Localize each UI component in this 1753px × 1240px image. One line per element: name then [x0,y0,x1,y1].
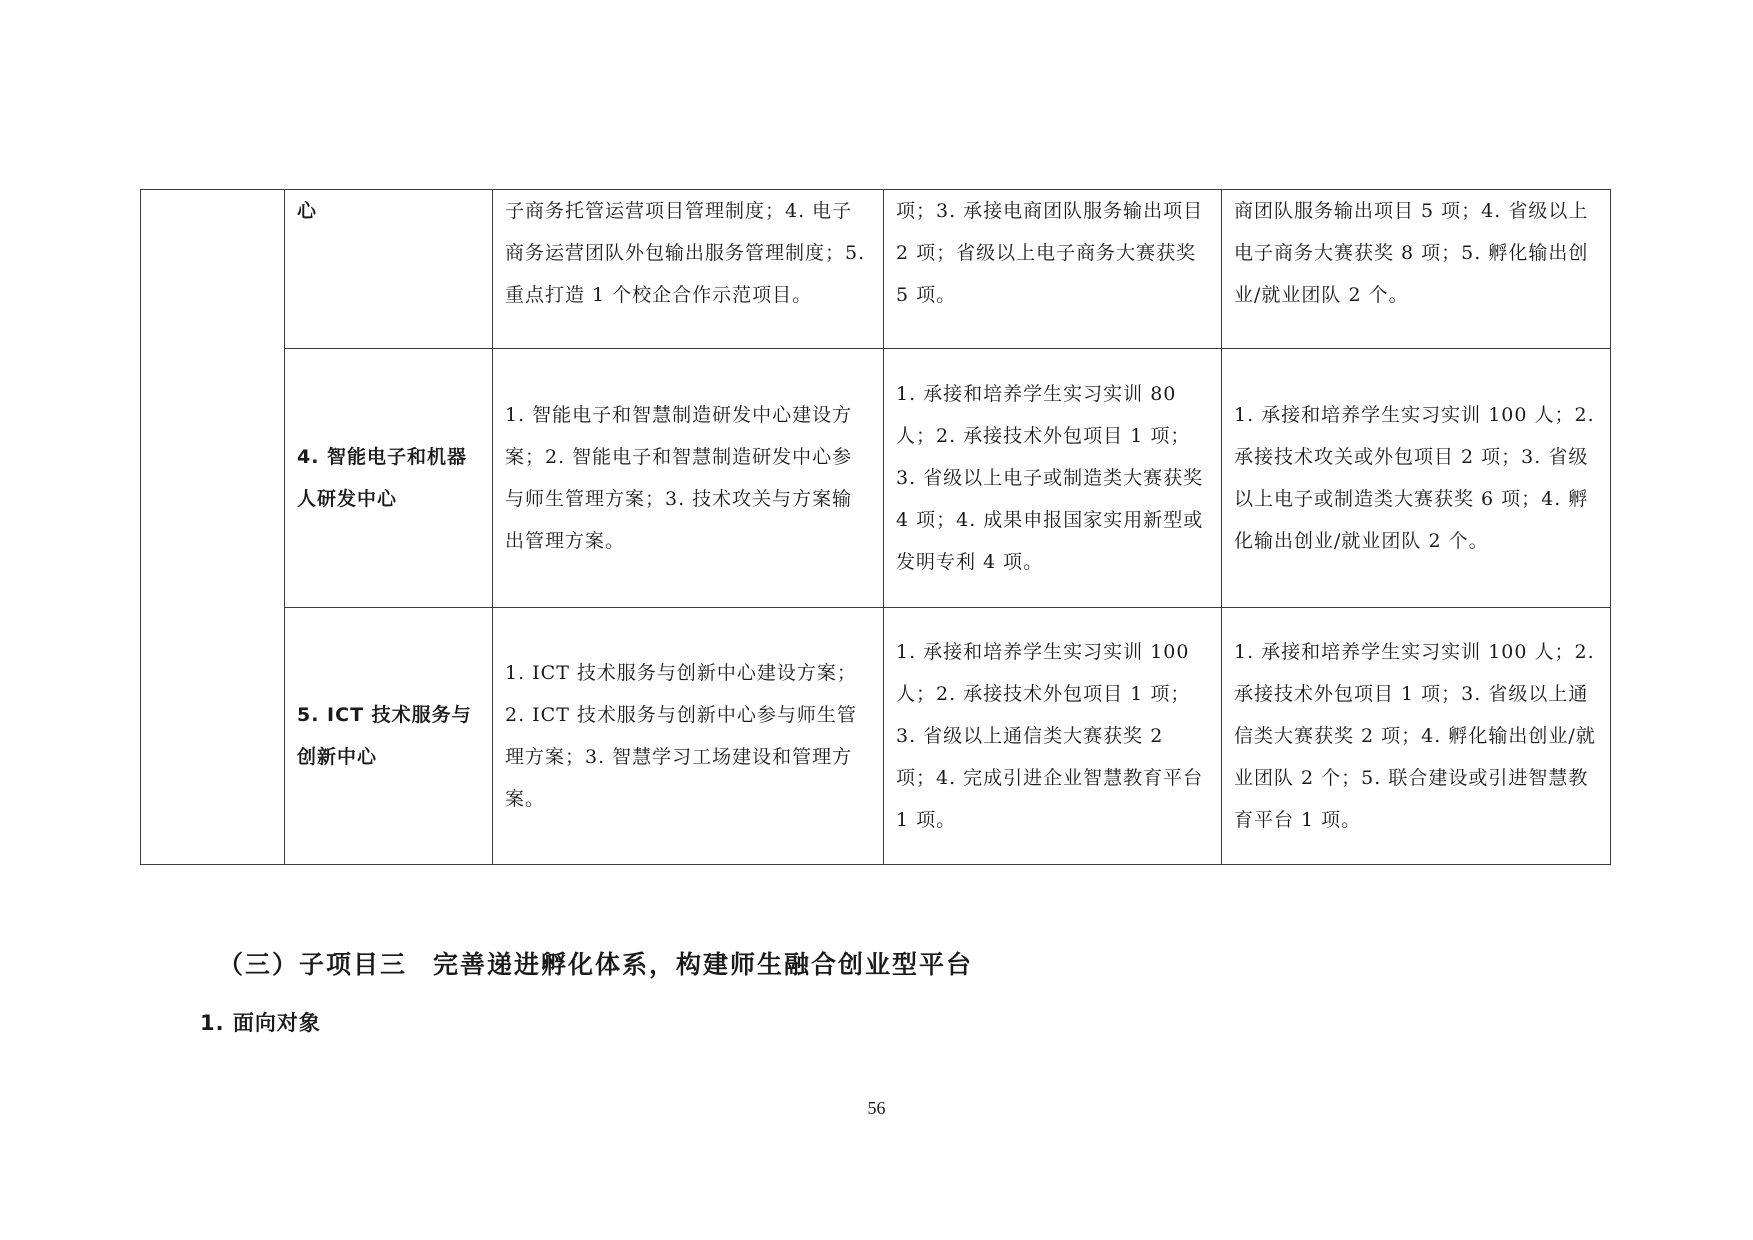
stage-target-cell: 项；3. 承接电商团队服务输出项目 2 项；省级以上电子商务大赛获奖 5 项。 [884,190,1222,349]
merged-category-cell [141,190,285,865]
section-title: 完善递进孵化体系，构建师生融合创业型平台 [433,950,974,979]
final-target-cell: 商团队服务输出项目 5 项；4. 省级以上电子商务大赛获奖 8 项；5. 孵化输出创业/就业团队 2 个。 [1222,190,1611,349]
table-row [141,349,1611,608]
table-row [141,190,1611,349]
center-name-cell: 5. ICT 技术服务与创新中心 [285,608,493,865]
construction-content-cell: 子商务托管运营项目管理制度；4. 电子商务运营团队外包输出服务管理制度；5. 重点打造 1 个校企合作示范项目。 [493,190,884,349]
section-number: （三）子项目三 [218,950,408,979]
center-name-cell: 4. 智能电子和机器人研发中心 [285,349,493,608]
plan-table [140,189,1611,865]
subheading: 1. 面向对象 [200,1011,321,1035]
stage-target-cell: 1. 承接和培养学生实习实训 80 人；2. 承接技术外包项目 1 项；3. 省级以上电子或制造类大赛获奖 4 项；4. 成果申报国家实用新型或发明专利 4 项。 [884,349,1222,608]
stage-target-cell: 1. 承接和培养学生实习实训 100 人；2. 承接技术外包项目 1 项；3. 省级以上通信类大赛获奖 2 项；4. 完成引进企业智慧教育平台 1 项。 [884,608,1222,865]
table-row [141,608,1611,865]
final-target-cell: 1. 承接和培养学生实习实训 100 人；2. 承接技术外包项目 1 项；3. 省级以上通信类大赛获奖 2 项；4. 孵化输出创业/就业团队 2 个；5. 联合建设或引进智慧教育平台 1 项。 [1222,608,1611,865]
page-number: 56 [867,1098,886,1118]
section-heading [218,945,973,981]
center-name-cell: 心 [285,190,493,349]
construction-content-cell: 1. ICT 技术服务与创新中心建设方案；2. ICT 技术服务与创新中心参与师生管理方案；3. 智慧学习工场建设和管理方案。 [493,608,884,865]
construction-content-cell: 1. 智能电子和智慧制造研发中心建设方案；2. 智能电子和智慧制造研发中心参与师生管理方案；3. 技术攻关与方案输出管理方案。 [493,349,884,608]
final-target-cell: 1. 承接和培养学生实习实训 100 人；2. 承接技术攻关或外包项目 2 项；3. 省级以上电子或制造类大赛获奖 6 项；4. 孵化输出创业/就业团队 2 个。 [1222,349,1611,608]
